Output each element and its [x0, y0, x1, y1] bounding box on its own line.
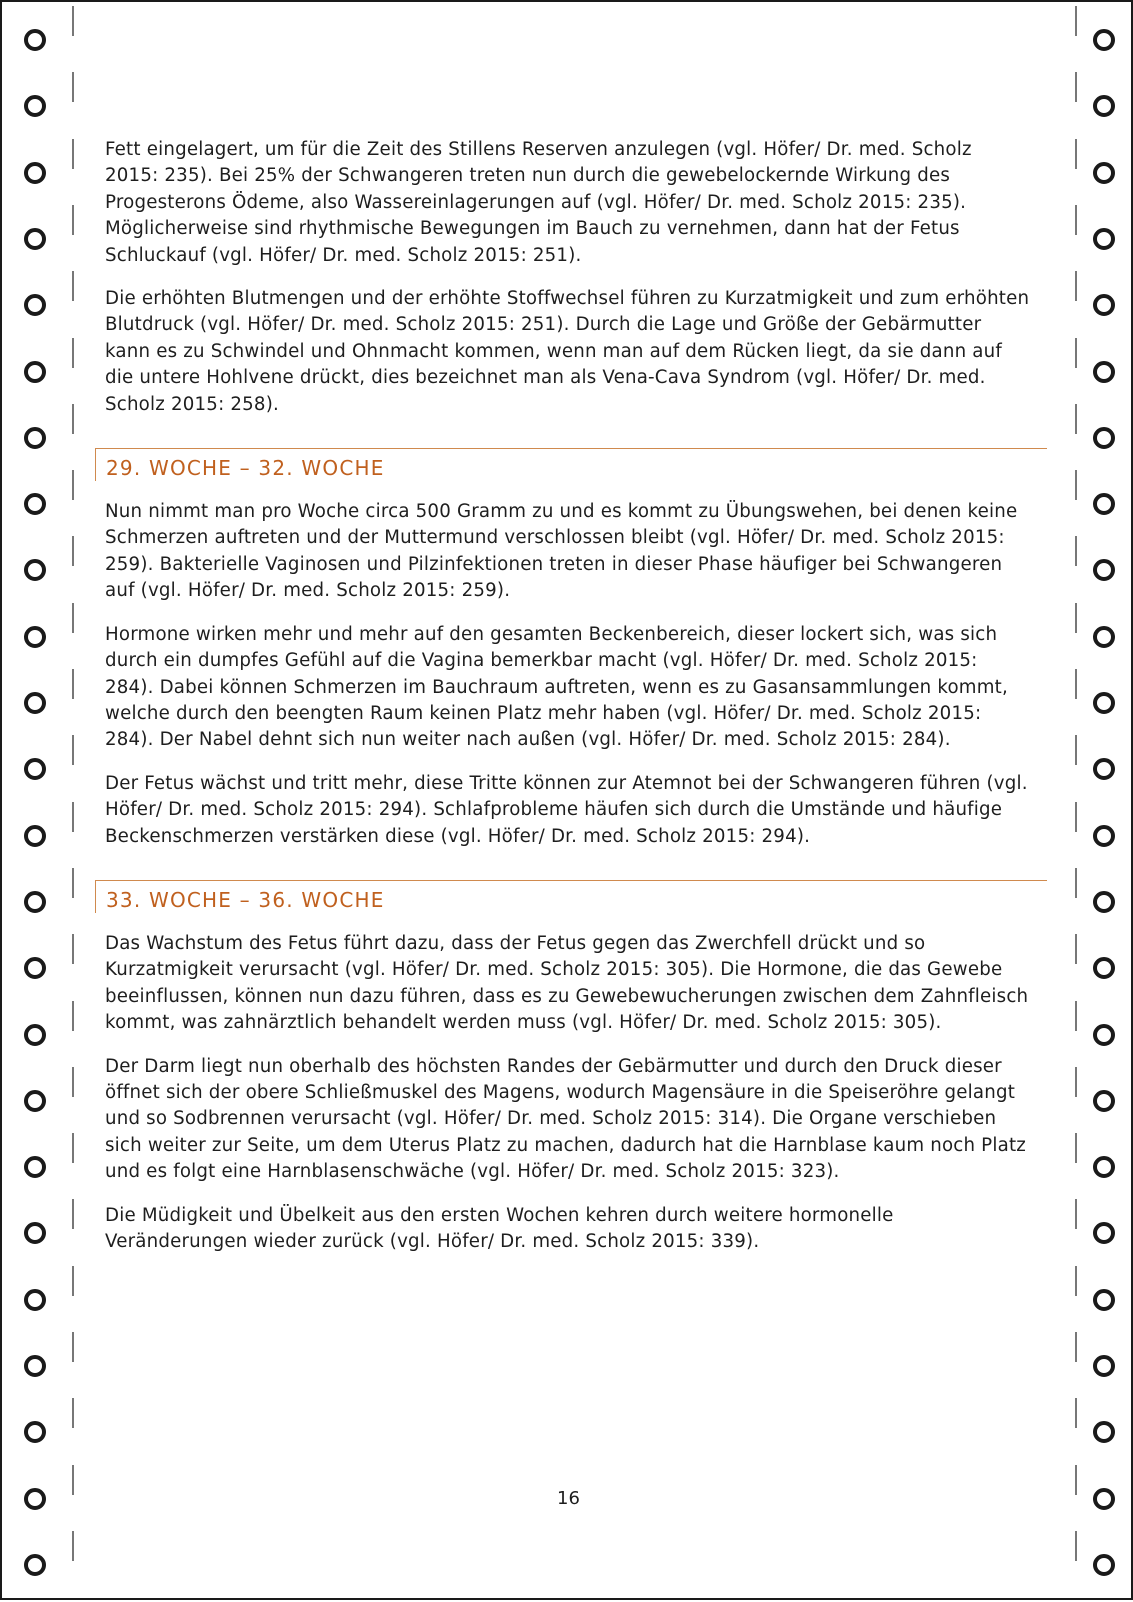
right-perforation-strip [1051, 2, 1131, 1602]
perforation-tick [1075, 404, 1077, 434]
perforation-tick [72, 205, 74, 235]
paragraph: Nun nimmt man pro Woche circa 500 Gramm zu und es kommt zu Übungswehen, bei denen keine Schmerzen auftreten und der Muttermund verschlossen bleibt (vgl. Höfer/ Dr. med. Scholz 2015: 259). Bakterielle Vaginosen und Pilzinfektionen treten in dieser Phase häufiger bei Schwangeren auf (vgl. Höfer/ Dr. med. Scholz 2015: 259). [105, 501, 1018, 602]
perforation-hole-icon [1093, 1289, 1115, 1311]
perforation-hole-icon [24, 427, 46, 449]
perforation-tick [1075, 338, 1077, 368]
perforation-tick [1075, 868, 1077, 898]
perforation-hole-icon [24, 891, 46, 913]
perforation-tick [72, 1266, 74, 1296]
perforation-tick [1075, 1133, 1077, 1163]
perforation-tick [1075, 470, 1077, 500]
perforation-tick [1075, 6, 1077, 36]
perforation-hole-icon [24, 559, 46, 581]
perforation-hole-icon [24, 1090, 46, 1112]
left-perforation-strip [2, 2, 82, 1602]
perforation-tick [72, 868, 74, 898]
perforation-tick [1075, 802, 1077, 832]
paragraph: Der Darm liegt nun oberhalb des höchsten Randes der Gebärmutter und durch den Druck dieser öffnet sich der obere Schließmuskel des Magens, wodurch Magensäure in die Speiseröhre gelangt und so Sodbrennen verursacht (vgl. Höfer/ Dr. med. Scholz 2015: 314). Die Organe verschieben sich weiter zur Seite, um dem Uterus Platz zu machen, dadurch hat die Harnblase kaum noch Platz und es folgt eine Harnblasenschwäche (vgl. Höfer/ Dr. med. Scholz 2015: 323). [105, 1055, 1027, 1183]
paragraph: Hormone wirken mehr und mehr auf den gesamten Beckenbereich, dieser lockert sich, was sich durch ein dumpfes Gefühl auf die Vagina bemerkbar macht (vgl. Höfer/ Dr. med. Scholz 2015: 284). Dabei können Schmerzen im Bauchraum auftreten, wenn es zu Gasansammlungen kommt, welche durch den beengten Raum keinen Platz mehr haben (vgl. Höfer/ Dr. med. Scholz 2015: 284). Der Nabel dehnt sich nun weiter nach außen (vgl. Höfer/ Dr. med. Scholz 2015: 284). [105, 623, 1008, 751]
perforation-hole-icon [1093, 29, 1115, 51]
perforation-hole-icon [24, 626, 46, 648]
perforation-tick [1075, 72, 1077, 102]
perforation-hole-icon [1093, 1554, 1115, 1576]
perforation-tick [1075, 1067, 1077, 1097]
paragraph: Die Müdigkeit und Übelkeit aus den ersten Wochen kehren durch weitere hormonelle Veränderungen wieder zurück (vgl. Höfer/ Dr. med. Scholz 2015: 339). [105, 1204, 894, 1252]
perforation-hole-icon [24, 825, 46, 847]
perforation-tick [72, 1133, 74, 1163]
perforation-tick [72, 1332, 74, 1362]
perforation-hole-icon [24, 1554, 46, 1576]
perforation-hole-icon [24, 1024, 46, 1046]
perforation-hole-icon [1093, 294, 1115, 316]
perforation-hole-icon [1093, 1355, 1115, 1377]
perforation-hole-icon [24, 692, 46, 714]
perforation-hole-icon [24, 95, 46, 117]
perforation-tick [1075, 603, 1077, 633]
perforation-tick [1075, 1332, 1077, 1362]
perforation-hole-icon [1093, 559, 1115, 581]
perforation-hole-icon [1093, 758, 1115, 780]
perforation-tick [72, 72, 74, 102]
perforation-hole-icon [24, 294, 46, 316]
perforation-tick [1075, 1266, 1077, 1296]
perforation-tick [72, 470, 74, 500]
perforation-tick [1075, 139, 1077, 169]
page-content [105, 137, 1030, 1272]
perforation-tick [1075, 1199, 1077, 1229]
paragraph: Die erhöhten Blutmengen und der erhöhte Stoffwechsel führen zu Kurzatmigkeit und zum erhöhten Blutdruck (vgl. Höfer/ Dr. med. Scholz 2015: 251). Durch die Lage und Größe der Gebärmutter kann es zu Schwindel und Ohnmacht kommen, wenn man auf dem Rücken liegt, da sie dann auf die untere Hohlvene drückt, dies bezeichnet man als Vena-Cava Syndrom (vgl. Höfer/ Dr. med. Scholz 2015: 258). [105, 288, 1030, 415]
perforation-tick [1075, 934, 1077, 964]
perforation-tick [1075, 1001, 1077, 1031]
perforation-hole-icon [1093, 427, 1115, 449]
perforation-tick [1075, 205, 1077, 235]
perforation-hole-icon [1093, 626, 1115, 648]
perforation-hole-icon [24, 1222, 46, 1244]
perforation-hole-icon [1093, 692, 1115, 714]
perforation-hole-icon [1093, 1024, 1115, 1046]
perforation-tick [72, 1067, 74, 1097]
perforation-hole-icon [1093, 493, 1115, 515]
perforation-tick [72, 1001, 74, 1031]
perforation-hole-icon [24, 1355, 46, 1377]
perforation-tick [72, 1199, 74, 1229]
page-number: 16 [557, 1488, 580, 1509]
perforation-tick [72, 934, 74, 964]
perforation-hole-icon [1093, 95, 1115, 117]
perforation-hole-icon [1093, 228, 1115, 250]
paragraph: Das Wachstum des Fetus führt dazu, dass der Fetus gegen das Zwerchfell drückt und so Kurzatmigkeit verursacht (vgl. Höfer/ Dr. med. Scholz 2015: 305). Die Hormone, die das Gewebe beeinflussen, können nun dazu führen, dass es zu Gewebewucherungen zwischen dem Zahnfleisch kommt, was zahnärztlich behandelt werden muss (vgl. Höfer/ Dr. med. Scholz 2015: 305). [105, 932, 1029, 1034]
perforation-hole-icon [24, 957, 46, 979]
perforation-tick [1075, 1398, 1077, 1428]
perforation-hole-icon [1093, 1156, 1115, 1178]
perforation-tick [1075, 271, 1077, 301]
perforation-hole-icon [24, 1421, 46, 1443]
perforation-hole-icon [24, 162, 46, 184]
perforation-hole-icon [1093, 1090, 1115, 1112]
perforation-hole-icon [24, 228, 46, 250]
perforation-tick [72, 669, 74, 699]
perforation-tick [72, 735, 74, 765]
perforation-tick [72, 271, 74, 301]
perforation-tick [1075, 1531, 1077, 1561]
perforation-hole-icon [24, 361, 46, 383]
perforation-hole-icon [24, 1156, 46, 1178]
perforation-hole-icon [1093, 361, 1115, 383]
perforation-hole-icon [24, 29, 46, 51]
perforation-hole-icon [1093, 957, 1115, 979]
section-heading: 29. WOCHE – 32. WOCHE [95, 448, 1047, 481]
perforation-hole-icon [24, 1289, 46, 1311]
perforation-tick [72, 1398, 74, 1428]
perforation-tick [1075, 536, 1077, 566]
perforation-tick [72, 603, 74, 633]
perforation-tick [72, 536, 74, 566]
perforation-tick [1075, 735, 1077, 765]
perforation-hole-icon [1093, 1421, 1115, 1443]
perforation-tick [72, 802, 74, 832]
perforation-hole-icon [1093, 1222, 1115, 1244]
perforation-hole-icon [1093, 825, 1115, 847]
perforation-hole-icon [1093, 162, 1115, 184]
perforation-tick [72, 139, 74, 169]
perforation-tick [72, 404, 74, 434]
perforation-tick [72, 6, 74, 36]
perforation-tick [72, 338, 74, 368]
paragraph: Fett eingelagert, um für die Zeit des Stillens Reserven anzulegen (vgl. Höfer/ Dr. med. Scholz 2015: 235). Bei 25% der Schwangeren treten nun durch die gewebelockernde Wirkung des Progesterons Ödeme, also Wassereinlagerungen auf (vgl. Höfer/ Dr. med. Scholz 2015: 235). Möglicherweise sind rhythmische Bewegungen im Bauch zu vernehmen, dann hat der Fetus Schluckauf (vgl. Höfer/ Dr. med. Scholz 2015: 251). [105, 139, 972, 266]
perforation-hole-icon [24, 493, 46, 515]
perforation-hole-icon [1093, 891, 1115, 913]
perforation-tick [1075, 669, 1077, 699]
perforation-hole-icon [24, 758, 46, 780]
paragraph: Der Fetus wächst und tritt mehr, diese Tritte können zur Atemnot bei der Schwangeren führen (vgl. Höfer/ Dr. med. Scholz 2015: 294). Schlafprobleme häufen sich durch die Umstände und häufige Beckenschmerzen verstärken diese (vgl. Höfer/ Dr. med. Scholz 2015: 294). [105, 772, 1028, 847]
perforation-tick [72, 1531, 74, 1561]
section-heading: 33. WOCHE – 36. WOCHE [95, 880, 1047, 913]
